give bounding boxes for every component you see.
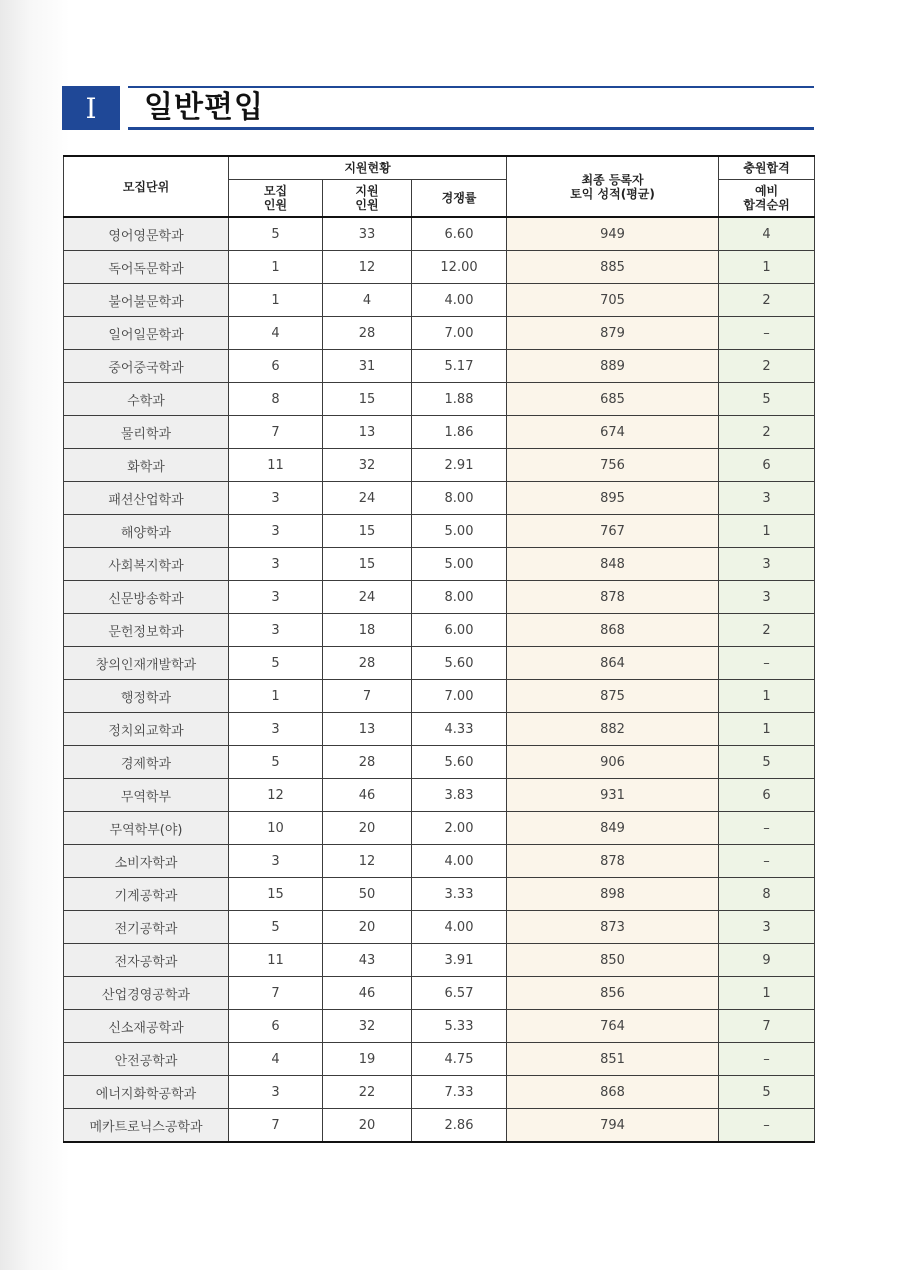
cell-toeic: 898 <box>507 878 719 911</box>
header-additional-pass: 충원합격 <box>719 156 815 180</box>
table-row <box>64 515 815 548</box>
cell-ratio: 5.00 <box>412 548 507 581</box>
cell-department: 산업경영공학과 <box>64 977 229 1010</box>
cell-department: 패션산업학과 <box>64 482 229 515</box>
cell-toeic: 756 <box>507 449 719 482</box>
cell-recruit: 3 <box>229 515 323 548</box>
cell-department: 해양학과 <box>64 515 229 548</box>
cell-reserve-rank: 5 <box>719 1076 815 1109</box>
cell-reserve-rank: – <box>719 317 815 350</box>
cell-applicants: 24 <box>323 482 412 515</box>
cell-toeic: 879 <box>507 317 719 350</box>
table-row <box>64 284 815 317</box>
cell-applicants: 28 <box>323 317 412 350</box>
cell-recruit: 15 <box>229 878 323 911</box>
cell-recruit: 3 <box>229 713 323 746</box>
cell-recruit: 4 <box>229 317 323 350</box>
cell-recruit: 3 <box>229 548 323 581</box>
cell-department: 무역학부(야) <box>64 812 229 845</box>
cell-ratio: 4.75 <box>412 1043 507 1076</box>
cell-recruit: 3 <box>229 581 323 614</box>
cell-toeic: 868 <box>507 1076 719 1109</box>
cell-ratio: 6.60 <box>412 217 507 251</box>
cell-recruit: 5 <box>229 911 323 944</box>
cell-toeic: 906 <box>507 746 719 779</box>
cell-reserve-rank: 5 <box>719 383 815 416</box>
table-row <box>64 779 815 812</box>
cell-recruit: 7 <box>229 416 323 449</box>
cell-reserve-rank: – <box>719 812 815 845</box>
table-row <box>64 317 815 350</box>
cell-reserve-rank: 2 <box>719 416 815 449</box>
cell-department: 안전공학과 <box>64 1043 229 1076</box>
cell-department: 기계공학과 <box>64 878 229 911</box>
table-row <box>64 680 815 713</box>
cell-toeic: 848 <box>507 548 719 581</box>
cell-recruit: 7 <box>229 1109 323 1143</box>
cell-toeic: 794 <box>507 1109 719 1143</box>
cell-toeic: 895 <box>507 482 719 515</box>
cell-reserve-rank: 3 <box>719 581 815 614</box>
header-application-status: 지원현황 <box>229 156 507 180</box>
cell-recruit: 8 <box>229 383 323 416</box>
cell-department: 창의인재개발학과 <box>64 647 229 680</box>
table-row <box>64 383 815 416</box>
section-number-badge: I <box>62 86 120 130</box>
cell-recruit: 5 <box>229 217 323 251</box>
admission-results-table <box>63 155 815 1143</box>
cell-ratio: 3.83 <box>412 779 507 812</box>
cell-department: 신문방송학과 <box>64 581 229 614</box>
cell-department: 정치외교학과 <box>64 713 229 746</box>
cell-recruit: 1 <box>229 680 323 713</box>
cell-recruit: 7 <box>229 977 323 1010</box>
cell-applicants: 46 <box>323 977 412 1010</box>
cell-applicants: 46 <box>323 779 412 812</box>
cell-reserve-rank: 3 <box>719 911 815 944</box>
cell-recruit: 10 <box>229 812 323 845</box>
cell-ratio: 4.00 <box>412 911 507 944</box>
cell-toeic: 875 <box>507 680 719 713</box>
cell-ratio: 7.00 <box>412 680 507 713</box>
cell-ratio: 6.57 <box>412 977 507 1010</box>
cell-department: 일어일문학과 <box>64 317 229 350</box>
cell-ratio: 8.00 <box>412 482 507 515</box>
header-applicants: 지원 인원 <box>323 180 412 218</box>
cell-department: 전기공학과 <box>64 911 229 944</box>
cell-reserve-rank: 1 <box>719 713 815 746</box>
cell-ratio: 4.00 <box>412 284 507 317</box>
cell-reserve-rank: 1 <box>719 977 815 1010</box>
cell-reserve-rank: 2 <box>719 350 815 383</box>
cell-reserve-rank: 5 <box>719 746 815 779</box>
cell-applicants: 22 <box>323 1076 412 1109</box>
section-title: 일반편입 <box>144 90 264 125</box>
cell-reserve-rank: 4 <box>719 217 815 251</box>
table-body <box>64 217 815 1142</box>
cell-applicants: 12 <box>323 251 412 284</box>
table-row <box>64 746 815 779</box>
cell-ratio: 1.88 <box>412 383 507 416</box>
cell-toeic: 864 <box>507 647 719 680</box>
cell-ratio: 5.33 <box>412 1010 507 1043</box>
cell-applicants: 24 <box>323 581 412 614</box>
cell-reserve-rank: 8 <box>719 878 815 911</box>
cell-ratio: 6.00 <box>412 614 507 647</box>
cell-department: 물리학과 <box>64 416 229 449</box>
cell-reserve-rank: 1 <box>719 251 815 284</box>
cell-recruit: 3 <box>229 1076 323 1109</box>
cell-applicants: 33 <box>323 217 412 251</box>
cell-ratio: 3.91 <box>412 944 507 977</box>
cell-applicants: 28 <box>323 746 412 779</box>
cell-toeic: 889 <box>507 350 719 383</box>
table-row <box>64 581 815 614</box>
cell-reserve-rank: – <box>719 1109 815 1143</box>
cell-department: 독어독문학과 <box>64 251 229 284</box>
cell-toeic: 849 <box>507 812 719 845</box>
cell-toeic: 705 <box>507 284 719 317</box>
cell-reserve-rank: 9 <box>719 944 815 977</box>
cell-department: 신소재공학과 <box>64 1010 229 1043</box>
cell-recruit: 4 <box>229 1043 323 1076</box>
cell-ratio: 8.00 <box>412 581 507 614</box>
cell-recruit: 3 <box>229 845 323 878</box>
cell-ratio: 2.91 <box>412 449 507 482</box>
cell-recruit: 6 <box>229 350 323 383</box>
cell-applicants: 4 <box>323 284 412 317</box>
table-row <box>64 350 815 383</box>
cell-recruit: 1 <box>229 251 323 284</box>
cell-toeic: 878 <box>507 845 719 878</box>
cell-toeic: 851 <box>507 1043 719 1076</box>
cell-reserve-rank: 6 <box>719 779 815 812</box>
table-row <box>64 845 815 878</box>
cell-ratio: 5.60 <box>412 647 507 680</box>
cell-recruit: 5 <box>229 746 323 779</box>
cell-toeic: 873 <box>507 911 719 944</box>
table-row <box>64 911 815 944</box>
cell-ratio: 5.17 <box>412 350 507 383</box>
cell-applicants: 12 <box>323 845 412 878</box>
cell-department: 에너지화학공학과 <box>64 1076 229 1109</box>
header-unit: 모집단위 <box>64 156 229 217</box>
cell-reserve-rank: 1 <box>719 680 815 713</box>
cell-ratio: 5.60 <box>412 746 507 779</box>
cell-applicants: 50 <box>323 878 412 911</box>
cell-recruit: 11 <box>229 944 323 977</box>
cell-department: 화학과 <box>64 449 229 482</box>
table-row <box>64 416 815 449</box>
cell-reserve-rank: – <box>719 647 815 680</box>
cell-ratio: 1.86 <box>412 416 507 449</box>
table-row <box>64 944 815 977</box>
table-row <box>64 1109 815 1143</box>
cell-recruit: 11 <box>229 449 323 482</box>
cell-toeic: 868 <box>507 614 719 647</box>
cell-department: 수학과 <box>64 383 229 416</box>
header-recruit: 모집 인원 <box>229 180 323 218</box>
cell-applicants: 31 <box>323 350 412 383</box>
cell-ratio: 4.33 <box>412 713 507 746</box>
table-row <box>64 878 815 911</box>
cell-department: 불어불문학과 <box>64 284 229 317</box>
table-row <box>64 251 815 284</box>
cell-applicants: 7 <box>323 680 412 713</box>
cell-department: 영어영문학과 <box>64 217 229 251</box>
cell-department: 문헌정보학과 <box>64 614 229 647</box>
cell-recruit: 12 <box>229 779 323 812</box>
cell-toeic: 850 <box>507 944 719 977</box>
cell-toeic: 685 <box>507 383 719 416</box>
cell-recruit: 1 <box>229 284 323 317</box>
section-title-bar <box>128 86 814 130</box>
cell-recruit: 6 <box>229 1010 323 1043</box>
cell-department: 중어중국학과 <box>64 350 229 383</box>
cell-ratio: 4.00 <box>412 845 507 878</box>
cell-ratio: 5.00 <box>412 515 507 548</box>
cell-applicants: 18 <box>323 614 412 647</box>
table-row <box>64 1076 815 1109</box>
table-row <box>64 614 815 647</box>
cell-ratio: 12.00 <box>412 251 507 284</box>
cell-department: 메카트로닉스공학과 <box>64 1109 229 1143</box>
table-row <box>64 1043 815 1076</box>
cell-ratio: 3.33 <box>412 878 507 911</box>
cell-applicants: 20 <box>323 812 412 845</box>
cell-reserve-rank: 2 <box>719 284 815 317</box>
cell-department: 행정학과 <box>64 680 229 713</box>
cell-applicants: 19 <box>323 1043 412 1076</box>
cell-ratio: 7.00 <box>412 317 507 350</box>
header-reserve-rank: 예비 합격순위 <box>719 180 815 218</box>
cell-reserve-rank: 2 <box>719 614 815 647</box>
cell-reserve-rank: 6 <box>719 449 815 482</box>
cell-reserve-rank: 3 <box>719 482 815 515</box>
cell-toeic: 878 <box>507 581 719 614</box>
header-toeic: 최종 등록자 토익 성적(평균) <box>507 156 719 217</box>
cell-toeic: 882 <box>507 713 719 746</box>
table-row <box>64 482 815 515</box>
cell-toeic: 674 <box>507 416 719 449</box>
table-row <box>64 548 815 581</box>
header-ratio: 경쟁률 <box>412 180 507 218</box>
cell-toeic: 885 <box>507 251 719 284</box>
table-row <box>64 812 815 845</box>
cell-applicants: 15 <box>323 515 412 548</box>
cell-applicants: 20 <box>323 1109 412 1143</box>
cell-reserve-rank: 1 <box>719 515 815 548</box>
cell-applicants: 32 <box>323 449 412 482</box>
cell-department: 경제학과 <box>64 746 229 779</box>
cell-department: 전자공학과 <box>64 944 229 977</box>
cell-department: 소비자학과 <box>64 845 229 878</box>
table-row <box>64 449 815 482</box>
cell-toeic: 764 <box>507 1010 719 1043</box>
cell-applicants: 20 <box>323 911 412 944</box>
cell-applicants: 43 <box>323 944 412 977</box>
cell-reserve-rank: – <box>719 845 815 878</box>
cell-ratio: 2.00 <box>412 812 507 845</box>
cell-recruit: 3 <box>229 482 323 515</box>
cell-recruit: 3 <box>229 614 323 647</box>
table-row <box>64 217 815 251</box>
cell-applicants: 15 <box>323 383 412 416</box>
cell-applicants: 15 <box>323 548 412 581</box>
cell-reserve-rank: – <box>719 1043 815 1076</box>
cell-ratio: 2.86 <box>412 1109 507 1143</box>
table-row <box>64 1010 815 1043</box>
cell-toeic: 856 <box>507 977 719 1010</box>
cell-department: 무역학부 <box>64 779 229 812</box>
cell-applicants: 13 <box>323 713 412 746</box>
cell-applicants: 32 <box>323 1010 412 1043</box>
table-row <box>64 713 815 746</box>
cell-toeic: 931 <box>507 779 719 812</box>
cell-reserve-rank: 3 <box>719 548 815 581</box>
cell-applicants: 13 <box>323 416 412 449</box>
cell-ratio: 7.33 <box>412 1076 507 1109</box>
table-row <box>64 647 815 680</box>
cell-recruit: 5 <box>229 647 323 680</box>
cell-department: 사회복지학과 <box>64 548 229 581</box>
cell-toeic: 767 <box>507 515 719 548</box>
table-row <box>64 977 815 1010</box>
cell-reserve-rank: 7 <box>719 1010 815 1043</box>
section-header <box>62 86 814 132</box>
cell-applicants: 28 <box>323 647 412 680</box>
cell-toeic: 949 <box>507 217 719 251</box>
